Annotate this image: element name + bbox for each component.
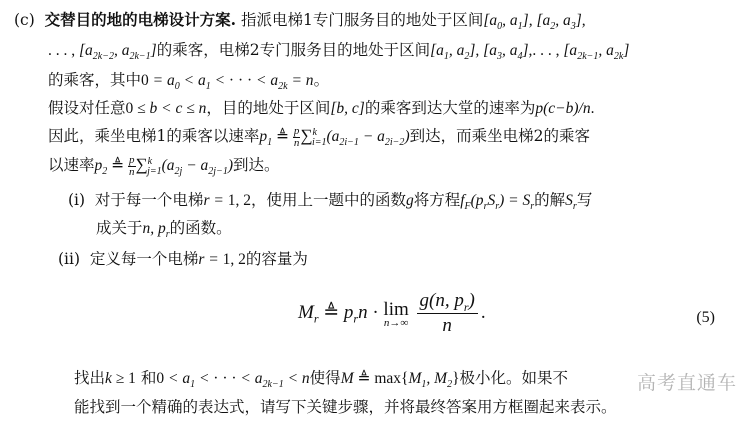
item-i-text-2: ，使用上一题中的函数 [250, 191, 406, 209]
problem-title: 交替目的地的电梯设计方案. [44, 10, 237, 29]
item-ii-text-1: 定义每一个电梯 [89, 250, 199, 268]
intro-text-2: 的乘客，电梯2专门服务目的地处于区间 [156, 41, 431, 59]
item-i-text-4: 的解 [534, 191, 566, 209]
find-text-3: 使得 [309, 369, 341, 387]
arrive-text-2: 到达。 [233, 156, 280, 175]
problem-line-5 [48, 126, 590, 149]
order-math: $0 = a_0 < a_1$ < · · · < $a_{2k} = n$。 [141, 72, 330, 93]
interval-math-2: . . . , [$a_{2k-2}$, $a_{2k-1}$] [48, 42, 157, 63]
item-i-text-1: 对于每一个电梯 [94, 191, 204, 209]
item-i-text-5: 写 [576, 191, 593, 209]
equation-fF-math: $f_F(p_rS_r) = S_r$ [460, 192, 535, 213]
problem-line-4 [48, 98, 594, 119]
item-i-line-1 [68, 190, 592, 211]
problem-line-1 [14, 10, 586, 31]
find-text-2: 和 [140, 369, 157, 387]
item-i-text-7: 的函数。 [169, 219, 232, 237]
therefore-text: 因此，乘坐电梯1的乘客以速率 [48, 127, 260, 146]
item-i-line-2 [96, 218, 232, 239]
capacity-equation: $M_r$ ≜ $p_rn$ · lim n→∞ $\frac{g(n, p_r)}{n}$ . [298, 290, 486, 336]
function-g-math: g [405, 192, 414, 209]
item-ii-text-2: 的容量为 [245, 250, 308, 268]
rate-math: p(c−b)/n. [535, 100, 595, 117]
problem-line-2 [48, 40, 629, 61]
find-line-2 [74, 397, 617, 417]
range-math: 0 ≤ b < c ≤ n [125, 100, 207, 117]
a-condition-math: $0 < a_1$ < · · · < $a_{2k-1} < n$ [156, 370, 310, 391]
solution-Sr-math: $S_r$ [565, 192, 577, 213]
k-condition-math: k ≥ 1 [105, 370, 136, 387]
max-math: M ≜ $\max\{M_1$, $M_2$} [340, 370, 460, 391]
interval-math-3: [$a_1$, $a_2$], [$a_3$, $a_4$],. . . , [$a_{2k-1}$, $a_{2k}$] [430, 42, 630, 63]
find-line-1 [74, 368, 568, 389]
item-i-label: (i) [68, 191, 86, 209]
find-text-1: 找出 [74, 369, 106, 387]
watermark: 高考直通车 [636, 372, 737, 394]
problem-line-6 [48, 155, 280, 178]
find-text-4: 极小化。如果不 [459, 369, 569, 387]
elevator-r-math: r = 1, 2 [203, 192, 251, 209]
assume-text-1: 假设对任意 [48, 99, 126, 117]
rate-p2-math: $p_2$ ≜ $\frac{p}{n}$ $\sum^k_{j=1}(a_{2j} - a_{2j-1})$ [94, 154, 233, 178]
equation-number: (5) [696, 309, 715, 326]
find-text-5: 能找到一个精确的表达式，请写下关键步骤，并将最终答案用方框圈起来表示。 [74, 398, 617, 416]
item-ii-line [58, 249, 308, 270]
rate-prefix-text: 以速率 [48, 156, 95, 175]
problem-line-3 [48, 70, 329, 91]
rate-p1-math: $p_1$ ≜ $\frac{p}{n}$ $\sum^k_{i=1}(a_{2i-1} - a_{2i-2})$ [259, 125, 410, 149]
item-i-text-3: 将方程 [413, 191, 461, 209]
item-i-text-6: 成关于 [96, 219, 143, 237]
intro-text-1: 指派电梯1专门服务目的地处于区间 [240, 11, 484, 29]
arrive-text-1: 到达，而乘坐电梯2的乘客 [409, 127, 590, 146]
elevator-r-math-2: r = 1, 2 [198, 251, 246, 268]
intro-text-3: 的乘客，其中 [48, 71, 142, 89]
part-label: (c) [14, 11, 35, 29]
assume-text-3: 的乘客到达大堂的速率为 [364, 99, 536, 117]
interval-math-1: [$a_0$, $a_1$], [$a_2$, $a_3$], [483, 12, 586, 33]
assume-text-2: ，目的地处于区间 [206, 99, 331, 117]
item-ii-label: (ii) [58, 250, 81, 268]
variables-math: n, $p_r$ [142, 220, 170, 241]
interval-bc-math: [b, c] [330, 100, 365, 117]
